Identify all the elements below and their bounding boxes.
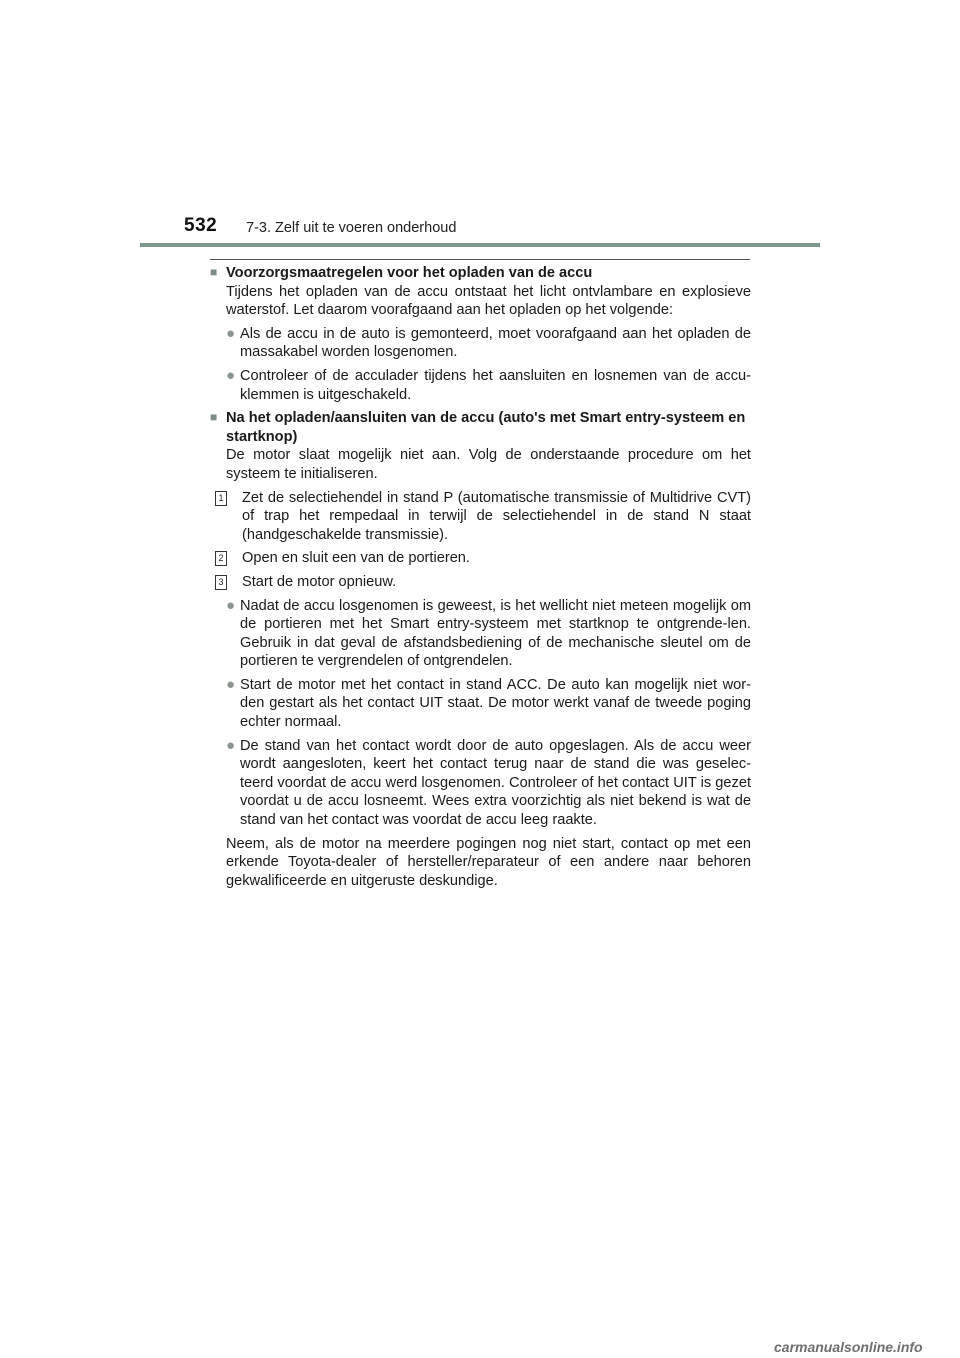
page-number: 532	[184, 215, 218, 236]
page-content	[210, 264, 751, 890]
list-item	[210, 367, 751, 404]
section-title: 7-3. Zelf uit te voeren onderhoud	[246, 220, 457, 236]
step-text: Start de motor opnieuw.	[242, 573, 397, 590]
content-top-rule	[210, 259, 750, 260]
section2-intro: De motor slaat mogelijk niet aan. Volg de onderstaande procedure om het systeem te initialiseren.	[226, 447, 751, 482]
step-item	[210, 573, 751, 592]
bullet-text: Start de motor met het contact in stand ACC. De auto kan mogelijk niet wor-den gestart als het contact UIT staat. De motor werkt vanaf de tweede poging echter normaal.	[240, 676, 751, 731]
section2-heading	[210, 409, 751, 446]
circle-bullet-icon: ●	[226, 366, 236, 384]
square-bullet-icon	[210, 409, 226, 446]
bullet-text: Nadat de accu losgenomen is geweest, is het wellicht niet meteen mogelijk om de portieren met het Smart entry-systeem met startknop te ontgrende-len. Gebruik in dat geval de afstandsbediening of de mechanische sleutel om de portieren te vergrendelen of ontgrendelen.	[240, 597, 751, 670]
step-text: Zet de selectiehendel in stand P (automatische transmissie of Multidrive CVT) of trap het rempedaal in terwijl de selectiehendel in de stand N staat (handgeschakelde transmissie).	[242, 489, 751, 543]
header-rule	[140, 243, 820, 247]
step-number-box: 1	[215, 491, 227, 506]
step-item	[210, 489, 751, 545]
list-item	[210, 676, 751, 732]
bullet-text: De stand van het contact wordt door de auto opgeslagen. Als de accu weer wordt aangesloten, keert het contact terug naar de stand die was geselec-teerd voordat de accu werd losgenomen. Controleer of het contact UIT is gezet voordat u de accu losneemt. Wees extra voorzichtig als niet bekend is wat de stand van het contact was voordat de accu leeg raakte.	[240, 737, 751, 829]
list-item	[210, 597, 751, 671]
step-text: Open en sluit een van de portieren.	[242, 550, 470, 567]
circle-bullet-icon: ●	[226, 324, 236, 342]
section1-heading	[210, 264, 751, 283]
bullet-text: Als de accu in de auto is gemonteerd, moet voorafgaand aan het opladen de massakabel worden losgenomen.	[240, 325, 751, 361]
list-item	[210, 325, 751, 362]
list-item	[210, 737, 751, 830]
step-number-box: 2	[215, 551, 227, 566]
section2-closing: Neem, als de motor na meerdere pogingen nog niet start, contact op met een erkende Toyota-dealer of hersteller/reparateur of een andere naar behoren gekwalificeerde en uitgeruste deskundige.	[226, 835, 751, 889]
circle-bullet-icon: ●	[226, 675, 236, 693]
step-number-box: 3	[215, 575, 227, 590]
section1-heading-text: Voorzorgsmaatregelen voor het opladen van de accu	[226, 265, 593, 281]
bullet-text: Controleer of de acculader tijdens het aansluiten en losnemen van de accu-klemmen is uitgeschakeld.	[240, 367, 751, 403]
section2-heading-text: Na het opladen/aansluiten van de accu (auto's met Smart entry-systeem en startknop)	[226, 410, 746, 445]
step-item	[210, 549, 751, 568]
section1-intro: Tijdens het opladen van de accu ontstaat het licht ontvlambare en explosieve waterstof. Let daarom voorafgaand aan het opladen op het volgende:	[226, 283, 751, 319]
circle-bullet-icon: ●	[226, 736, 236, 754]
circle-bullet-icon: ●	[226, 596, 236, 614]
watermark-link[interactable]: carmanualsonline.info	[774, 1339, 923, 1355]
square-bullet-icon	[210, 264, 226, 283]
